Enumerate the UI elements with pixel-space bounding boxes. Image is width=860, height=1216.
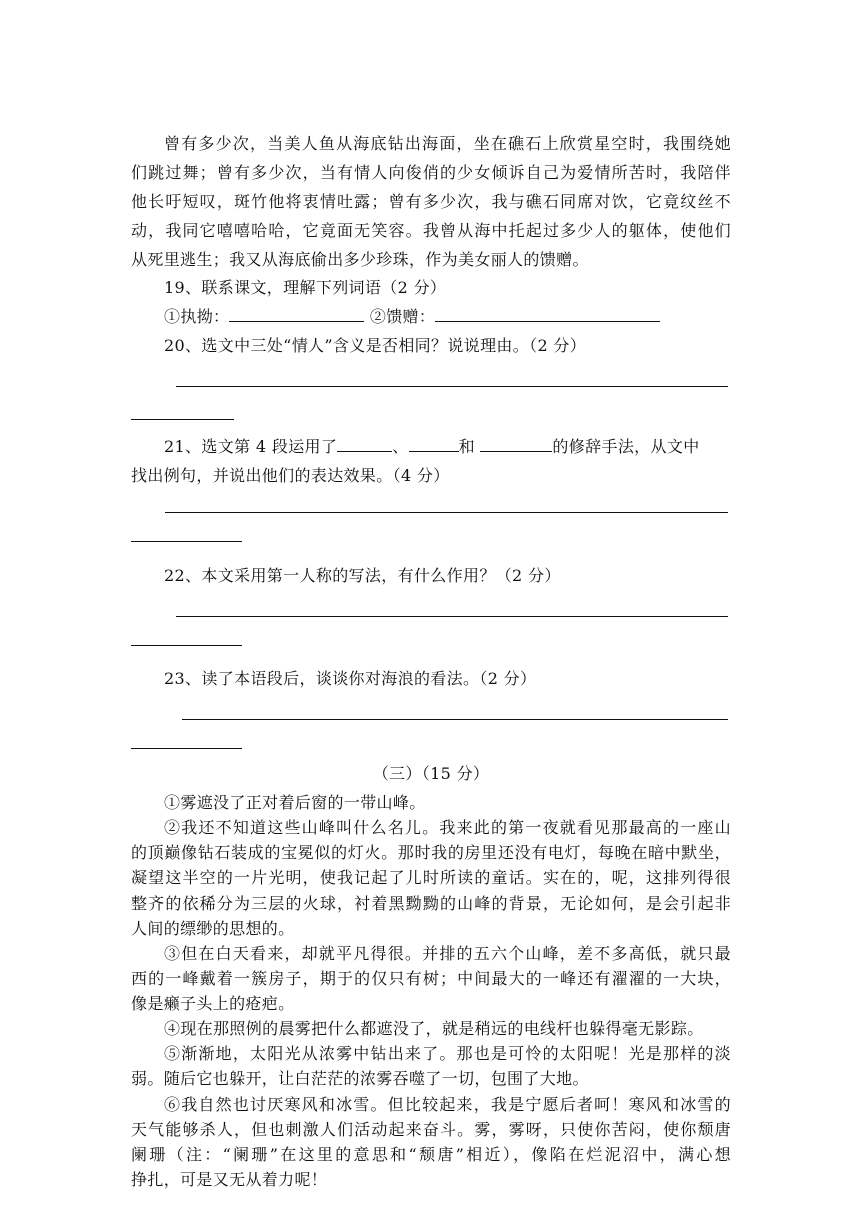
section3-line: 人间的缥缈的思想的。 — [131, 918, 295, 938]
question-21-stem-line2: 找出例句，并说出他们的表达效果。（4 分） — [131, 466, 450, 485]
section3-line: ⑥我自然也讨厌寒风和冰雪。但比较起来，我是宁愿后者呵！寒风和冰雪的 — [164, 1094, 731, 1114]
q21-blank-3[interactable] — [480, 435, 552, 452]
question-20-stem: 20、选文中三处“情人”含义是否相同？说说理由。（2 分） — [164, 336, 587, 355]
section3-line: ④现在那照例的晨雾把什么都遮没了，就是稍远的电线杆也躲得毫无影踪。 — [164, 1019, 704, 1039]
q21-part2: 的修辞手法，从文中 — [552, 437, 700, 456]
question-22-stem: 22、本文采用第一人称的写法，有什么作用？（2 分） — [164, 566, 561, 585]
q20-answer-line[interactable] — [131, 419, 234, 420]
section3-line: 西的一峰戴着一簇房子，期于的仅只有树；中间最大的一峰还有濯濯的一大块， — [131, 968, 731, 988]
q23-answer-line[interactable] — [131, 748, 242, 749]
q20-answer-line[interactable] — [176, 386, 728, 387]
section3-line: 的顶巅像钻石装成的宝冕似的灯火。那时我的房里还没有电灯，每晚在暗中默坐， — [131, 843, 731, 863]
q19-item2-label: ②馈赠： — [369, 307, 436, 326]
question-19-stem: 19、联系课文，理解下列词语（2 分） — [164, 278, 447, 297]
section3-line: 像是癞子头上的疮疤。 — [131, 994, 295, 1013]
section3-line: ①雾遮没了正对着后窗的一带山峰。 — [164, 793, 426, 812]
q21-answer-line[interactable] — [165, 512, 728, 513]
passage2-line: 他长吁短叹，斑竹他将衷情吐露；曾有多少次，我与礁石同席对饮，它竟纹丝不 — [131, 192, 731, 211]
q23-answer-line[interactable] — [182, 719, 728, 720]
question-19-items — [164, 303, 731, 331]
passage2-line: 们跳过舞；曾有多少次，当有情人向俊俏的少女倾诉自己为爱情所苦时，我陪伴 — [131, 163, 731, 182]
passage2-line: 动，我同它嘻嘻哈哈，它竟面无笑容。我曾从海中托起过多少人的躯体，使他们 — [131, 221, 731, 240]
q21-blank-1[interactable] — [337, 435, 392, 452]
section3-line: 挣扎，可是又无从着力呢！ — [131, 1169, 328, 1189]
q22-answer-line[interactable] — [131, 645, 242, 646]
q19-item1-answer-blank[interactable] — [229, 305, 364, 322]
passage2-line: 从死里逃生；我又从海底偷出多少珍珠，作为美女丽人的馈赠。 — [131, 250, 589, 269]
section-3-heading: （三）（15 分） — [372, 764, 490, 783]
q21-blank-2[interactable] — [409, 435, 459, 452]
question-23-stem: 23、读了本语段后，谈谈你对海浪的看法。（2 分） — [164, 669, 537, 688]
question-21-stem — [164, 433, 731, 461]
q21-answer-line[interactable] — [131, 541, 242, 542]
q21-sep2: 和 — [458, 437, 481, 456]
q21-sep1: 、 — [392, 437, 409, 456]
section3-line: 整齐的依稀分为三层的火球，衬着黑黝黝的山峰的背景，无论如何，是会引起非 — [131, 893, 731, 913]
passage2-line: 曾有多少次，当美人鱼从海底钻出海面，坐在礁石上欣赏星空时，我围绕她 — [164, 134, 731, 153]
section3-line: ②我还不知道这些山峰叫什么名儿。我来此的第一夜就看见那最高的一座山 — [164, 818, 731, 838]
q19-item2-answer-blank[interactable] — [435, 305, 660, 322]
section3-line: 凝望这半空的一片光明，使我记起了儿时所读的童话。实在的，呢，这排列得很 — [131, 868, 731, 888]
q19-item1-label: ①执拗： — [164, 307, 230, 326]
section3-line: 弱。随后它也躲开，让白茫茫的浓雾吞噬了一切，包围了大地。 — [131, 1069, 589, 1089]
q22-answer-line[interactable] — [176, 616, 728, 617]
q21-part1: 21、选文第 4 段运用了 — [164, 437, 338, 456]
section3-line: ⑤渐渐地，太阳光从浓雾中钻出来了。那也是可怜的太阳呢！光是那样的淡 — [164, 1044, 731, 1064]
section3-line: 阑珊（注：“阑珊”在这里的意思和“颓唐”相近），像陷在烂泥沼中，满心想 — [131, 1144, 731, 1164]
section3-line: 天气能够杀人，但也刺激人们活动起来奋斗。雾，雾呀，只使你苦闷，使你颓唐 — [131, 1119, 731, 1139]
section3-line: ③但在白天看来，却就平凡得很。并排的五六个山峰，差不多高低，就只最 — [164, 943, 731, 963]
